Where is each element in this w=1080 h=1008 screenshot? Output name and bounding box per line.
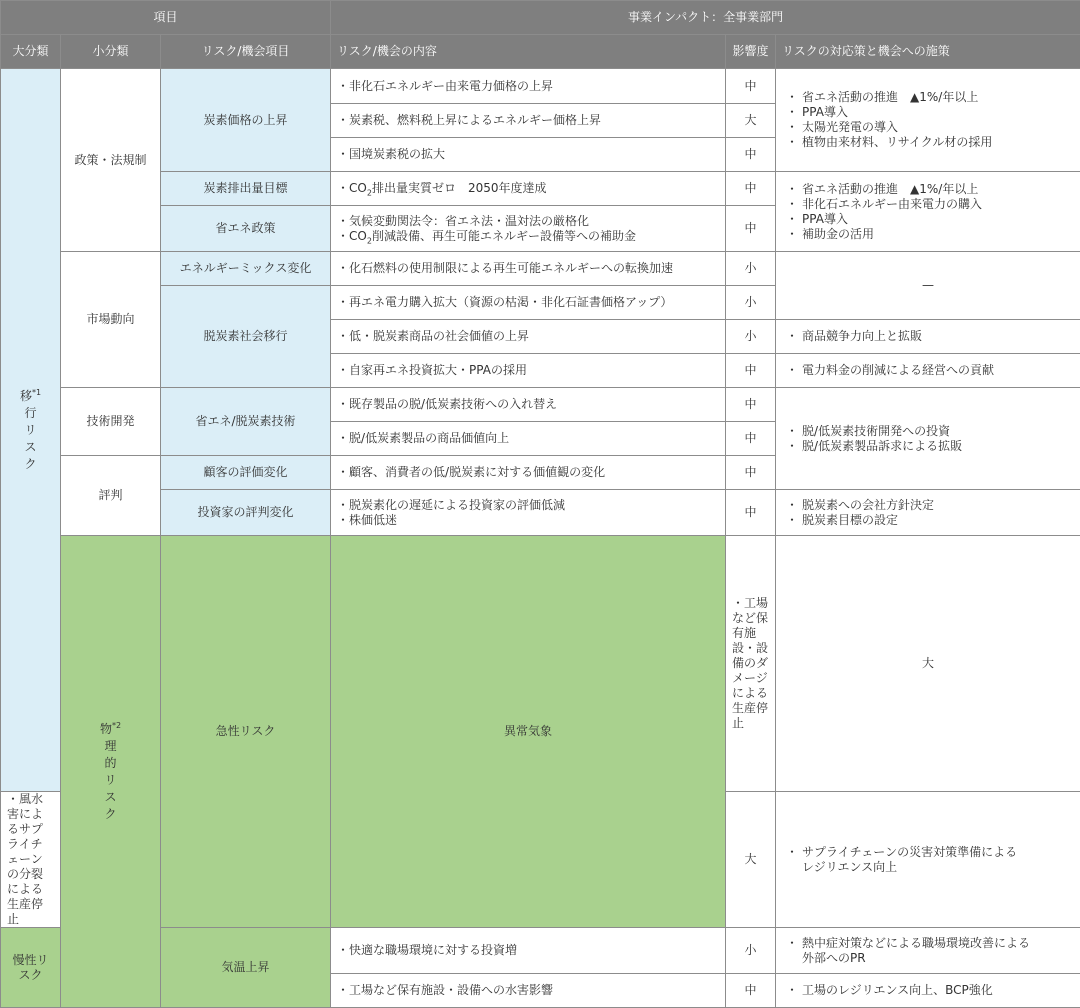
item-decarbon-transition: 脱炭素社会移行 <box>161 286 331 388</box>
impact-level: 中 <box>726 206 776 252</box>
impact-level: 中 <box>726 456 776 490</box>
measures-investor: ・ 脱炭素への会社方針決定 ・ 脱炭素目標の設定 <box>776 490 1080 536</box>
table-row <box>1 928 1080 974</box>
impact-level: 中 <box>726 422 776 456</box>
impact-level: 中 <box>726 172 776 206</box>
risk-content: ・$CO_2$排出量実質ゼロ 2050年度達成 <box>331 172 726 206</box>
risk-content: ・低・脱炭素商品の社会価値の上昇 <box>331 320 726 354</box>
item-decarbon-tech: 省エネ/脱炭素技術 <box>161 388 331 456</box>
risk-content: ・自家再エネ投資拡大・PPAの採用 <box>331 354 726 388</box>
item-extreme-weather: 異常気象 <box>331 536 726 928</box>
table-row <box>1 490 1080 536</box>
impact-level: 小 <box>726 286 776 320</box>
table-row <box>1 388 1080 422</box>
subcategory-policy: 政策・法規制 <box>61 69 161 252</box>
header-risk-item: リスク/機会項目 <box>161 35 331 69</box>
category-physical-risk: 物$^{*2}$理的リスク <box>61 536 161 1008</box>
header-items: 項目 <box>1 1 331 35</box>
risk-content: ・再エネ電力購入拡大（資源の枯渇・非化石証書価格アップ） <box>331 286 726 320</box>
item-carbon-price: 炭素価格の上昇 <box>161 69 331 172</box>
impact-level: 大 <box>726 792 776 928</box>
impact-level: 小 <box>726 252 776 286</box>
table-row <box>1 172 1080 206</box>
table-row <box>1 536 1080 792</box>
measures-heatstroke: ・ 熱中症対策などによる職場環境改善による 外部へのPR <box>776 928 1080 974</box>
risk-content: ・工場など保有施設・設備のダメージによる生産停止 <box>726 536 776 792</box>
risk-content: ・炭素税、燃料税上昇によるエネルギー価格上昇 <box>331 104 726 138</box>
header-major-category: 大分類 <box>1 35 61 69</box>
header-row-1 <box>1 1 1080 35</box>
item-emission-target: 炭素排出量目標 <box>161 172 331 206</box>
header-impact-title: 事業インパクト：全事業部門 <box>331 1 1080 35</box>
header-risk-content: リスク/機会の内容 <box>331 35 726 69</box>
measures-supply-chain: ・ サプライチェーンの災害対策準備による レジリエンス向上 <box>776 792 1080 928</box>
risk-content: ・既存製品の脱/低炭素技術への入れ替え <box>331 388 726 422</box>
impact-level: 小 <box>726 320 776 354</box>
risk-content: ・工場など保有施設・設備への水害影響 <box>331 974 726 1008</box>
impact-level: 中 <box>726 388 776 422</box>
risk-content: ・脱/低炭素製品の商品価値向上 <box>331 422 726 456</box>
item-customer-eval: 顧客の評価変化 <box>161 456 331 490</box>
risk-content: ・顧客、消費者の低/脱炭素に対する価値観の変化 <box>331 456 726 490</box>
subcategory-reputation: 評判 <box>61 456 161 536</box>
risk-content: ・快適な職場環境に対する投資増 <box>331 928 726 974</box>
risk-content: ・脱炭素化の遅延による投資家の評価低減 ・株価低迷 <box>331 490 726 536</box>
item-temperature-rise: 気温上昇 <box>161 928 331 1008</box>
category-transition-risk: 移$^{*1}$行リスク <box>1 69 61 792</box>
impact-level: 中 <box>726 490 776 536</box>
measures-none: — <box>776 252 1080 320</box>
risk-content: ・非化石エネルギー由来電力価格の上昇 <box>331 69 726 104</box>
measures-tech: ・ 脱/低炭素技術開発への投資 ・ 脱/低炭素製品訴求による拡販 <box>776 388 1080 490</box>
item-investor-eval: 投資家の評判変化 <box>161 490 331 536</box>
measures-competitiveness: ・ 商品競争力向上と拡販 <box>776 320 1080 354</box>
impact-level: 大 <box>776 536 1080 792</box>
table-row <box>1 252 1080 286</box>
measures-carbon-price: ・ 省エネ活動の推進 ▲1%/年以上 ・ PPA導入 ・ 太陽光発電の導入 ・ 植物由来材料、リサイクル材の採用 <box>776 69 1080 172</box>
subcategory-chronic: 慢性リスク <box>1 928 61 1008</box>
impact-level: 小 <box>726 928 776 974</box>
measures-resilience: ・ 工場のレジリエンス向上、BCP強化 <box>776 974 1080 1008</box>
risk-content: ・気候変動関法令：省エネ法・温対法の厳格化 ・$CO_2$削減設備、再生可能エネルギー設備等への補助金 <box>331 206 726 252</box>
impact-level: 中 <box>726 974 776 1008</box>
impact-level: 中 <box>726 354 776 388</box>
impact-level: 中 <box>726 69 776 104</box>
item-energy-policy: 省エネ政策 <box>161 206 331 252</box>
measures-electricity-cost: ・ 電力料金の削減による経営への貢献 <box>776 354 1080 388</box>
header-minor-category: 小分類 <box>61 35 161 69</box>
subcategory-tech: 技術開発 <box>61 388 161 456</box>
measures-emission-target: ・ 省エネ活動の推進 ▲1%/年以上 ・ 非化石エネルギー由来電力の購入 ・ PPA導入 ・ 補助金の活用 <box>776 172 1080 252</box>
item-energy-mix: エネルギーミックス変化 <box>161 252 331 286</box>
impact-level: 大 <box>726 104 776 138</box>
risk-content: ・化石燃料の使用制限による再生可能エネルギーへの転換加速 <box>331 252 726 286</box>
risk-content: ・風水害によるサプライチェーンの分裂による生産停止 <box>1 792 61 928</box>
header-impact-level: 影響度 <box>726 35 776 69</box>
subcategory-acute: 急性リスク <box>161 536 331 928</box>
table-row <box>1 69 1080 104</box>
header-measures: リスクの対応策と機会への施策 <box>776 35 1080 69</box>
risk-content: ・国境炭素税の拡大 <box>331 138 726 172</box>
subcategory-market: 市場動向 <box>61 252 161 388</box>
impact-level: 中 <box>726 138 776 172</box>
header-row-2 <box>1 35 1080 69</box>
